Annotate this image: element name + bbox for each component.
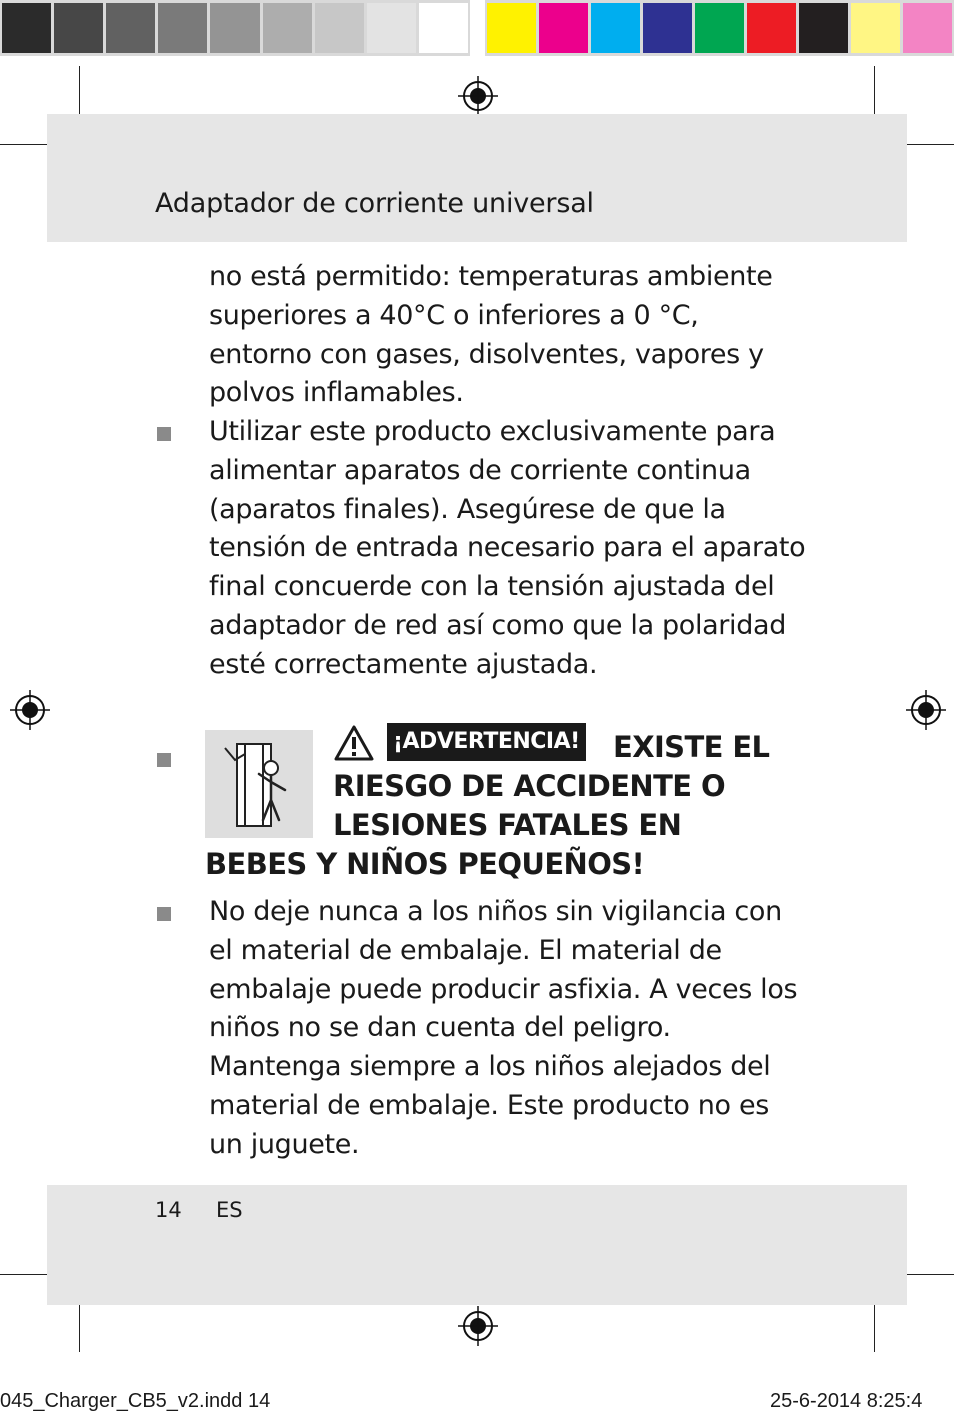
- color-swatch: [367, 3, 416, 53]
- warning-triangle-icon: [334, 725, 374, 761]
- color-swatch: [539, 3, 588, 53]
- continuation-paragraph: no está permitido: temperaturas ambiente superiores a 40°C o inferiores a 0 °C, entorno con gases, disolventes, vapores y polvos inflamables.: [209, 261, 773, 409]
- warning-headline-line-4: BEBES Y NIÑOS PEQUEÑOS!: [205, 847, 645, 881]
- color-swatch: [487, 3, 536, 53]
- warning-headline-line-1: EXISTE EL: [613, 730, 770, 764]
- color-swatch: [591, 3, 640, 53]
- child-at-door-icon: [205, 730, 313, 838]
- color-swatch: [695, 3, 744, 53]
- registration-mark-icon: [458, 1306, 498, 1346]
- bullet-marker: [157, 753, 171, 767]
- slug-timestamp: 25-6-2014 8:25:4: [770, 1390, 923, 1412]
- page-number: 14: [155, 1198, 182, 1222]
- language-code: ES: [216, 1198, 243, 1222]
- bullet-marker: [157, 907, 171, 921]
- color-swatch: [747, 3, 796, 53]
- header-band: [47, 114, 907, 242]
- color-swatch: [903, 3, 952, 53]
- registration-mark-icon: [906, 690, 946, 730]
- color-swatch: [315, 3, 364, 53]
- warning-badge: ¡ADVERTENCIA!: [387, 723, 586, 761]
- color-swatch: [263, 3, 312, 53]
- header-title: Adaptador de corriente universal: [155, 188, 594, 219]
- color-swatch: [419, 3, 468, 53]
- color-swatch: [158, 3, 207, 53]
- warning-headline-line-2: RIESGO DE ACCIDENTE O: [333, 769, 726, 803]
- slug-filename: 045_Charger_CB5_v2.indd 14: [0, 1390, 271, 1412]
- grayscale-color-bar: [0, 0, 470, 56]
- bullet-marker: [157, 427, 171, 441]
- child-hazard-pictogram: [205, 730, 313, 838]
- color-swatch: [799, 3, 848, 53]
- bullet-paragraph-usage: Utilizar este producto exclusivamente para alimentar aparatos de corriente continua (aparatos finales). Asegúrese de que la tensión de entrada necesario para el aparato final concuerde con la tensión ajustada del adaptador de red así como que la polaridad esté correctamente ajustada.: [209, 416, 806, 680]
- process-color-bar: [485, 0, 954, 56]
- color-swatch: [643, 3, 692, 53]
- bullet-paragraph-packaging: No deje nunca a los niños sin vigilancia con el material de embalaje. El material de embalaje puede producir asfixia. A veces los niños no se dan cuenta del peligro. Mantenga siempre a los niños alejados del material de embalaje. Este producto no es un juguete.: [209, 896, 798, 1160]
- registration-mark-icon: [10, 690, 50, 730]
- registration-mark-icon: [458, 76, 498, 116]
- warning-headline-line-3: LESIONES FATALES EN: [333, 808, 682, 842]
- color-swatch: [851, 3, 900, 53]
- color-swatch: [54, 3, 103, 53]
- color-swatch: [106, 3, 155, 53]
- color-swatch: [2, 3, 51, 53]
- color-swatch: [210, 3, 259, 53]
